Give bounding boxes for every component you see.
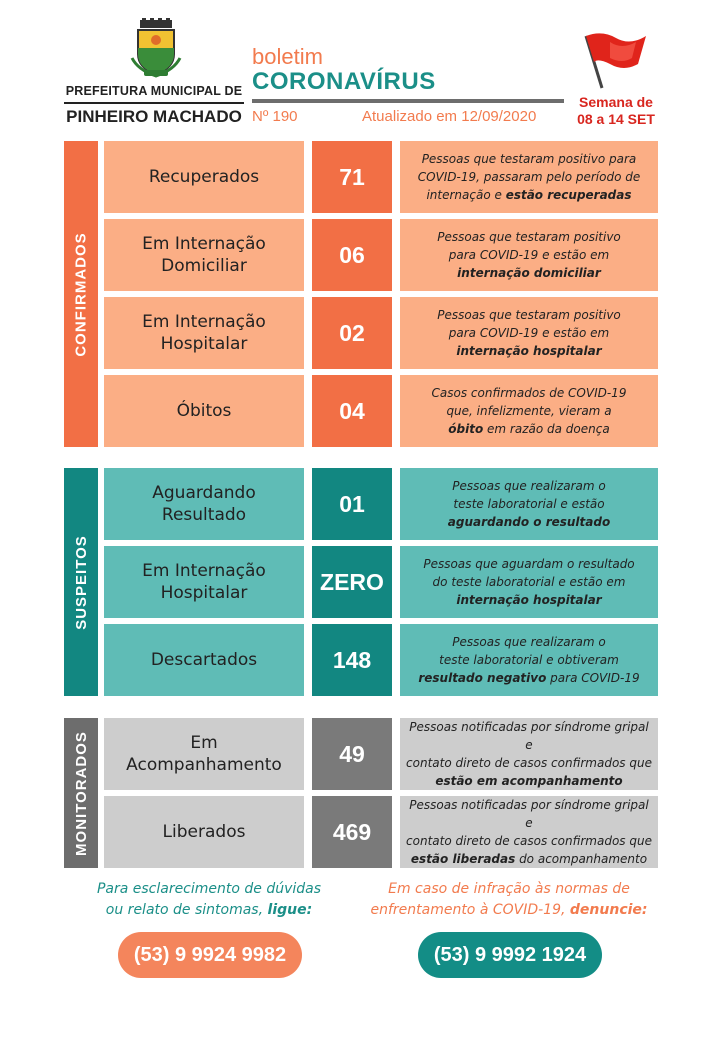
confirmed-side-label: CONFIRMADOS [64,141,98,447]
row-description: Pessoas notificadas por síndrome gripal e contato direto de casos confirmados que estão em acompanhamento [400,718,658,790]
row-description: Pessoas que testaram positivo para COVID-19, passaram pelo período de internação e estão recuperadas [400,141,658,213]
updated-date: Atualizado em 12/09/2020 [362,108,537,125]
row-label: Descartados [104,624,304,696]
row-value: 49 [312,718,392,790]
row-value: ZERO [312,546,392,618]
header [0,0,720,140]
row-description: Pessoas que realizaram o teste laboratorial e obtiveram resultado negativo para COVID-19 [400,624,658,696]
row-value: 02 [312,297,392,369]
prefeitura-divider [64,102,244,104]
report-instructions: Em caso de infração às normas de enfrentamento à COVID-19, denuncie: [370,881,648,918]
title-divider [252,99,564,103]
table-row [104,718,658,790]
row-label: Em Acompanhamento [104,718,304,790]
monitored-section [64,718,658,868]
coronavirus-title: CORONAVÍRUS [252,68,436,95]
row-label: Em Internação Hospitalar [104,297,304,369]
row-label: Em Internação Hospitalar [104,546,304,618]
table-row [104,219,658,291]
row-value: 71 [312,141,392,213]
week-range [566,94,666,128]
row-description: Pessoas que testaram positivo para COVID-19 e estão em internação hospitalar [400,297,658,369]
table-row [104,141,658,213]
health-phone-number[interactable]: (53) 9 9924 9982 [118,932,302,978]
row-label: Em Internação Domiciliar [104,219,304,291]
table-row [104,375,658,447]
week-line2: 08 a 14 SET [577,111,655,127]
contact-instructions: Para esclarecimento de dúvidas ou relato de sintomas, ligue: [96,881,322,918]
table-row [104,546,658,618]
row-value: 04 [312,375,392,447]
suspected-section [64,468,658,696]
row-label: Recuperados [104,141,304,213]
row-description: Pessoas notificadas por síndrome gripal e contato direto de casos confirmados que estão liberadas do acompanhamento [400,796,658,868]
row-description: Pessoas que testaram positivo para COVID-19 e estão em internação domiciliar [400,219,658,291]
table-row [104,297,658,369]
table-row [104,624,658,696]
row-value: 469 [312,796,392,868]
coat-of-arms-icon [130,18,182,80]
monitored-side-label: MONITORADOS [64,718,98,868]
row-label: Aguardando Resultado [104,468,304,540]
confirmed-section [64,141,658,447]
flag-icon [580,28,650,90]
row-value: 148 [312,624,392,696]
suspected-side-label: SUSPEITOS [64,468,98,696]
row-description: Pessoas que aguardam o resultado do teste laboratorial e estão em internação hospitalar [400,546,658,618]
bulletin-number: Nº 190 [252,108,298,125]
prefeitura-line1: PREFEITURA MUNICIPAL DE [65,84,243,98]
row-value: 06 [312,219,392,291]
row-value: 01 [312,468,392,540]
week-line1: Semana de [579,94,653,110]
row-description: Casos confirmados de COVID-19 que, infelizmente, vieram a óbito em razão da doença [400,375,658,447]
boletim-title: boletim [252,44,323,69]
row-description: Pessoas que realizaram o teste laboratorial e estão aguardando o resultado [400,468,658,540]
row-label: Liberados [104,796,304,868]
report-phone-number[interactable]: (53) 9 9992 1924 [418,932,602,978]
prefeitura-city: PINHEIRO MACHADO [66,107,242,126]
table-row [104,468,658,540]
table-row [104,796,658,868]
row-label: Óbitos [104,375,304,447]
